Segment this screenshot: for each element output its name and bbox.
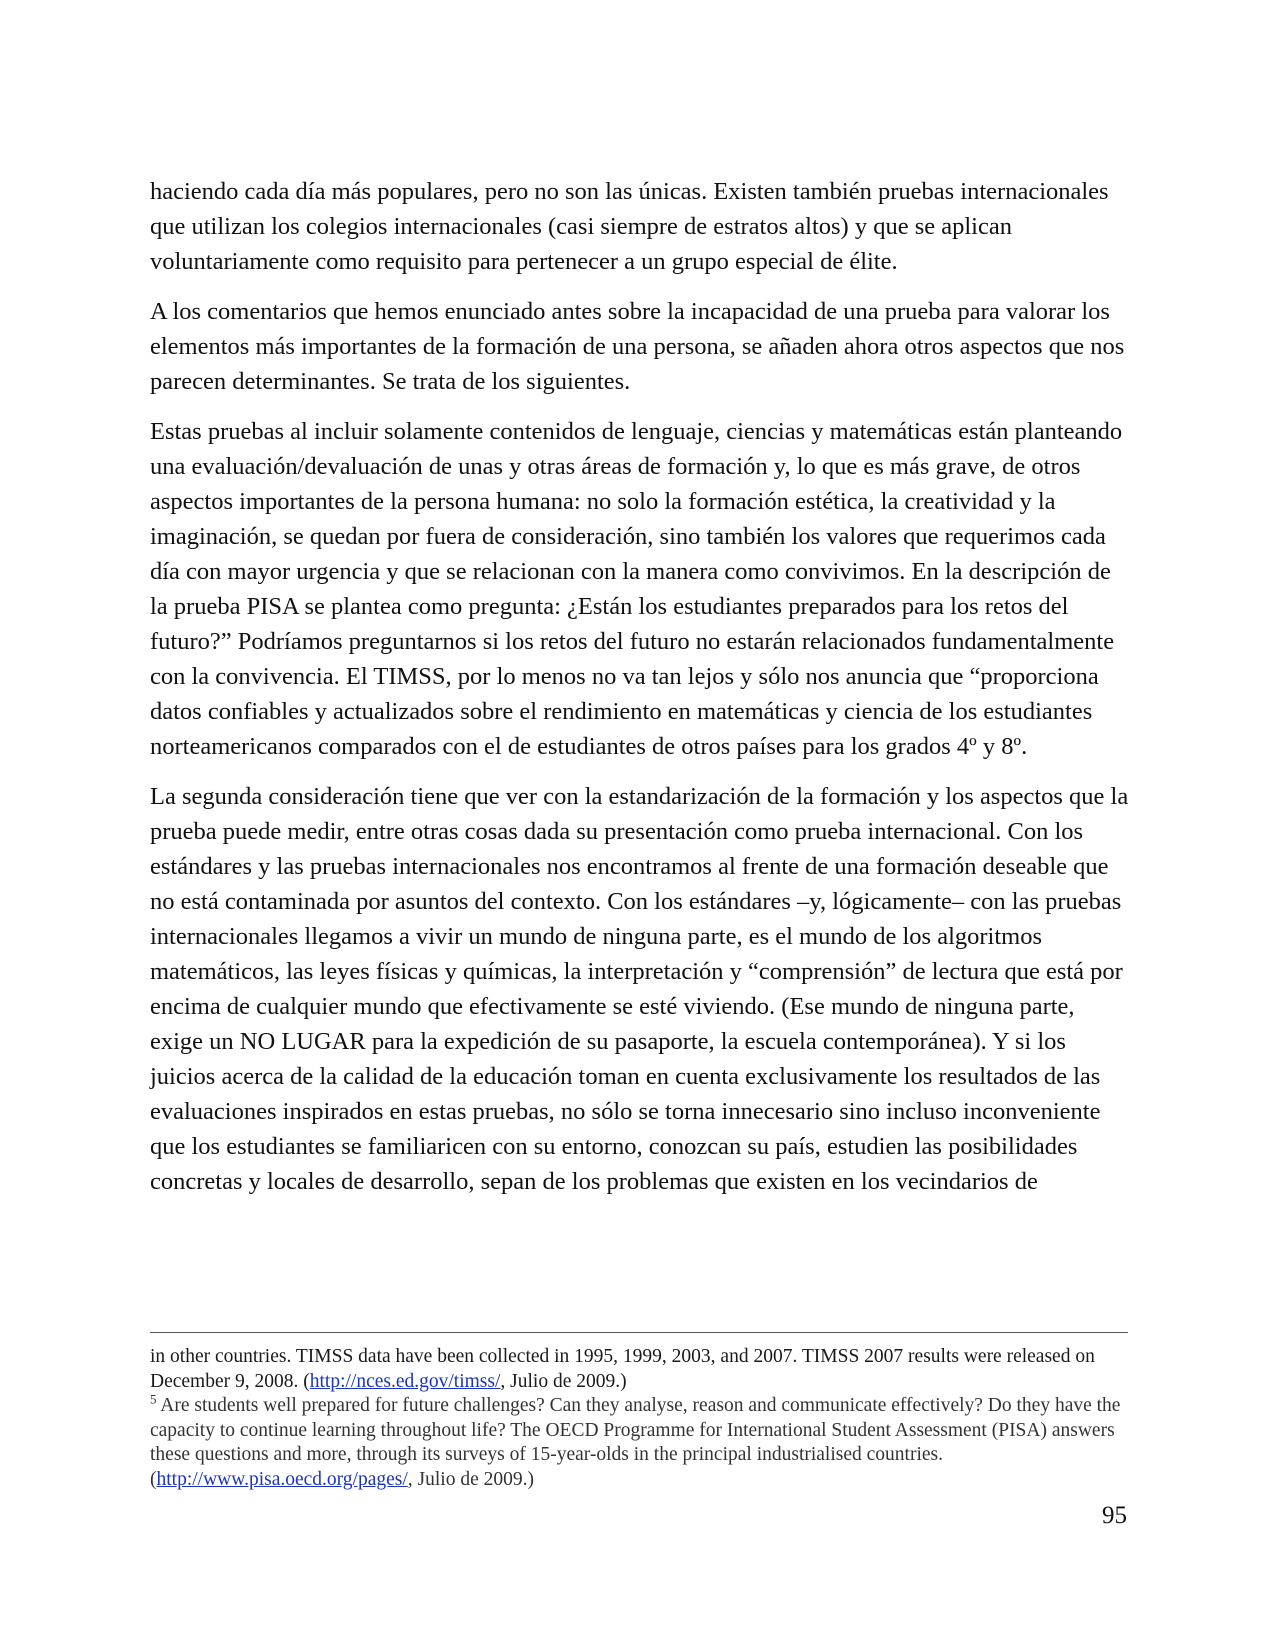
footnote-text: Are students well prepared for future challenges? Can they analyse, reason and communicate effectively? Do they have the capacity to continue learning throughout life? The OECD Programme for International Student Assessment (PISA) answers these questions and more, through its surveys of 15-year-olds in the principal industrialised countries. (	[150, 1395, 1121, 1490]
footnote-marker: 5	[150, 1391, 157, 1407]
footnote-link-timss[interactable]: http://nces.ed.gov/timss/	[309, 1370, 501, 1392]
footnotes	[150, 1345, 1130, 1492]
footnote-5	[150, 1391, 1130, 1492]
body-text	[150, 174, 1130, 1214]
page-number: 95	[1102, 1502, 1127, 1529]
footnote-separator	[150, 1332, 1128, 1333]
paragraph: A los comentarios que hemos enunciado antes sobre la incapacidad de una prueba para valorar los elementos más importantes de la formación de una persona, se añaden ahora otros aspectos que nos parecen determinantes. Se trata de los siguientes.	[150, 298, 1125, 395]
paragraph: Estas pruebas al incluir solamente contenidos de lenguaje, ciencias y matemáticas están planteando una evaluación/devaluación de unas y otras áreas de formación y, lo que es más grave, de otros aspectos importantes de la persona humana: no solo la formación estética, la creatividad y la imaginación, se quedan por fuera de consideración, sino también los valores que requerimos cada día con mayor urgencia y que se relacionan con la manera como convivimos. En la descripción de la prueba PISA se plantea como pregunta: ¿Están los estudiantes preparados para los retos del futuro?” Podríamos preguntarnos si los retos del futuro no estarán relacionados fundamentalmente con la convivencia. El TIMSS, por lo menos no va tan lejos y sólo nos anuncia que “proporciona datos confiables y actualizados sobre el rendimiento en matemáticas y ciencia de los estudiantes norteamericanos comparados con el de estudiantes de otros países para los grados 4º y 8º.	[150, 418, 1123, 760]
paragraph: La segunda consideración tiene que ver con la estandarización de la formación y los aspectos que la prueba puede medir, entre otras cosas dada su presentación como prueba internacional. Con los estándares y las pruebas internacionales nos encontramos al frente de una formación deseable que no está contaminada por asuntos del contexto. Con los estándares –y, lógicamente– con las pruebas internacionales llegamos a vivir un mundo de ninguna parte, es el mundo de los algoritmos matemáticos, las leyes físicas y químicas, la interpretación y “comprensión” de lectura que está por encima de cualquier mundo que efectivamente se esté viviendo. (Ese mundo de ninguna parte, exige un NO LUGAR para la expedición de su pasaporte, la escuela contemporánea). Y si los juicios acerca de la calidad de la educación toman en cuenta exclusivamente los resultados de las evaluaciones inspirados en estas pruebas, no sólo se torna innecesario sino incluso inconveniente que los estudiantes se familiaricen con su entorno, conozcan su país, estudien las posibilidades concretas y locales de desarrollo, sepan de los problemas que existen en los vecindarios de	[150, 783, 1129, 1195]
paragraph: haciendo cada día más populares, pero no son las únicas. Existen también pruebas internacionales que utilizan los colegios internacionales (casi siempre de estratos altos) y que se aplican voluntariamente como requisito para pertenecer a un grupo especial de élite.	[150, 178, 1109, 275]
footnote-link-pisa[interactable]: http://www.pisa.oecd.org/pages/	[156, 1468, 408, 1490]
footnote-4-continued	[150, 1345, 1130, 1394]
footnote-text: in other countries. TIMSS data have been collected in 1995, 1999, 2003, and 2007. TIMSS 2007 results were released on December 9, 2008. (	[150, 1346, 1095, 1392]
footnote-text: , Julio de 2009.)	[500, 1370, 627, 1392]
footnote-text: , Julio de 2009.)	[407, 1468, 534, 1490]
